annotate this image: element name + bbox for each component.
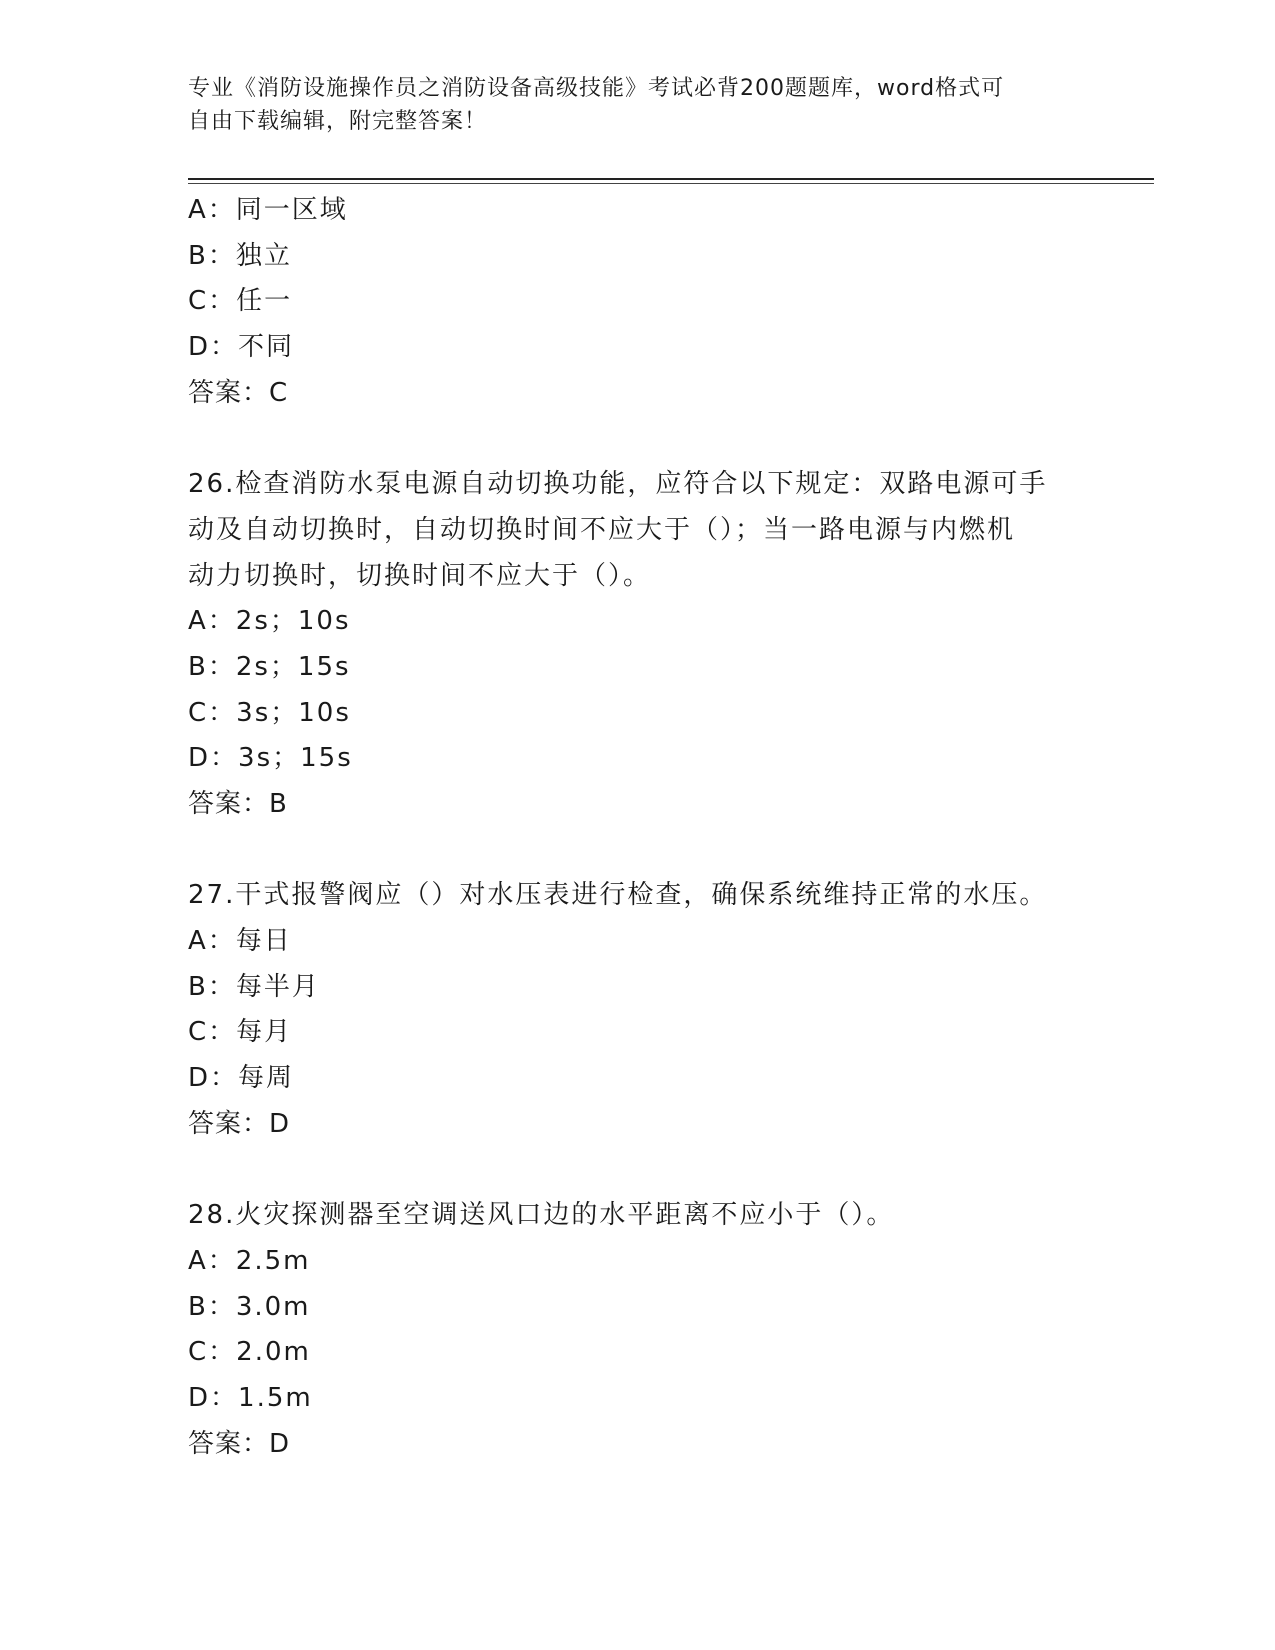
- header-line-1: 专业《消防设施操作员之消防设备高级技能》考试必背200题题库，word格式可: [188, 76, 1005, 101]
- spacer: [188, 416, 1088, 462]
- answer: 答案：C: [188, 377, 289, 408]
- question-stem-line: 动力切换时，切换时间不应大于（）。: [188, 560, 652, 591]
- question-stem-line: 28.火灾探测器至空调送风口边的水平距离不应小于（）。: [188, 1200, 895, 1231]
- question-26: [188, 462, 1088, 828]
- answer: 答案：D: [188, 1108, 291, 1139]
- option-c: C：2.0m: [188, 1337, 311, 1368]
- question-25: [188, 188, 1088, 416]
- option-d: D：每周: [188, 1063, 295, 1094]
- option-c: C：任一: [188, 286, 293, 317]
- spacer: [188, 828, 1088, 874]
- answer: 答案：B: [188, 788, 288, 819]
- question-stem-line: 27.干式报警阀应（）对水压表进行检查，确保系统维持正常的水压。: [188, 880, 1048, 911]
- option-b: B：独立: [188, 240, 292, 271]
- header-rule-thick: [188, 178, 1154, 180]
- option-a: A：2s；10s: [188, 606, 351, 637]
- question-28: [188, 1193, 1088, 1467]
- option-d: D：3s；15s: [188, 743, 353, 774]
- header-rule-thin: [188, 183, 1154, 184]
- option-a: A：2.5m: [188, 1245, 311, 1276]
- option-a: A：同一区域: [188, 195, 348, 225]
- option-b: B：每半月: [188, 971, 320, 1002]
- question-list: [188, 188, 1088, 1467]
- question-stem-line: 动及自动切换时，自动切换时间不应大于（）；当一路电源与内燃机: [188, 514, 1016, 545]
- option-d: D：1.5m: [188, 1382, 313, 1413]
- question-stem-line: 26.检查消防水泵电源自动切换功能，应符合以下规定：双路电源可手: [188, 469, 1048, 500]
- answer: 答案：D: [188, 1428, 291, 1459]
- option-b: B：3.0m: [188, 1291, 311, 1322]
- header-line-2: 自由下载编辑，附完整答案！: [188, 109, 488, 134]
- question-27: [188, 873, 1088, 1147]
- option-c: C：每月: [188, 1017, 293, 1048]
- option-d: D：不同: [188, 332, 295, 363]
- option-b: B：2s；15s: [188, 651, 351, 682]
- document-header: [188, 72, 1068, 138]
- option-a: A：每日: [188, 926, 292, 956]
- spacer: [188, 1147, 1088, 1193]
- option-c: C：3s；10s: [188, 697, 351, 728]
